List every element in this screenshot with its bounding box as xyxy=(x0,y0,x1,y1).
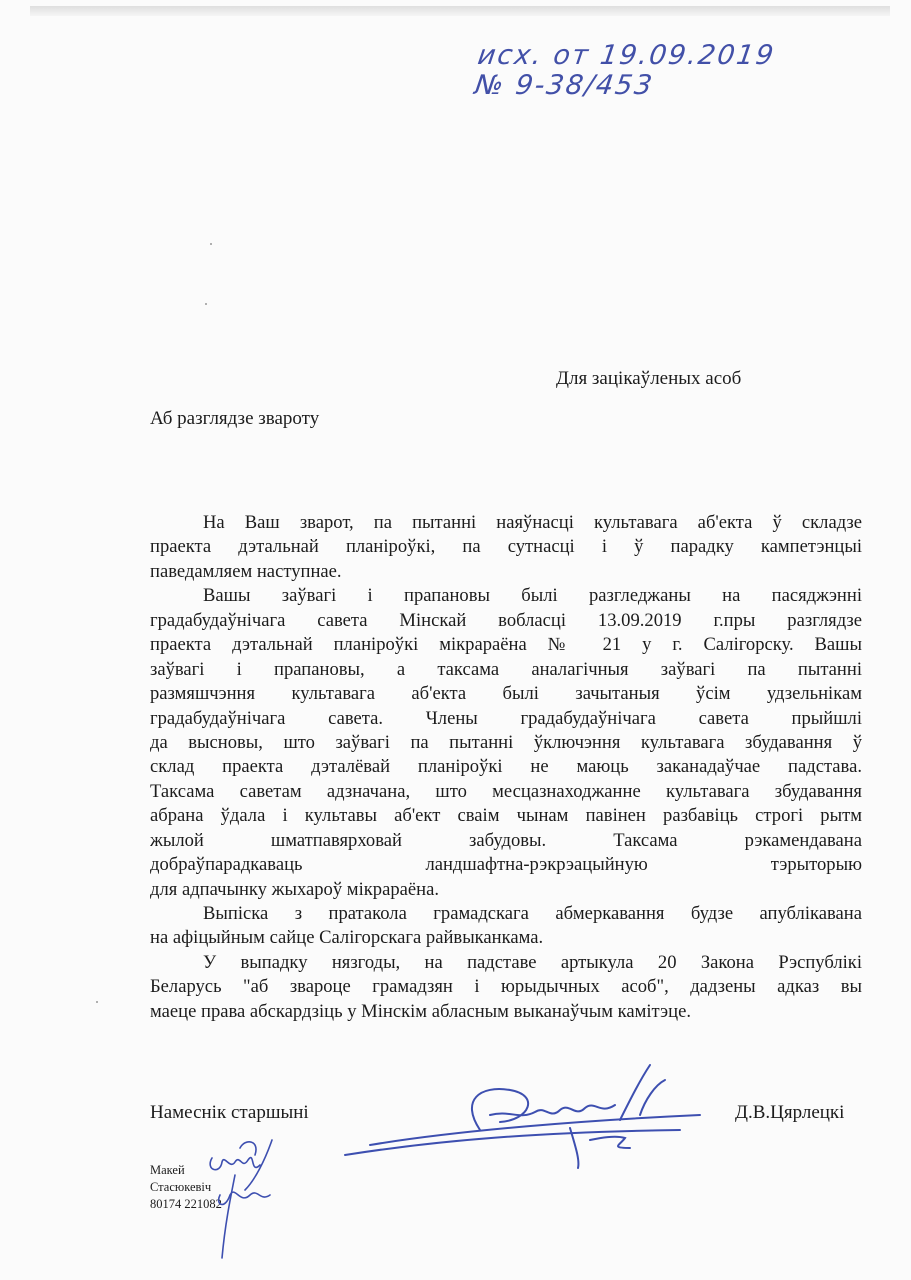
body-line: заўвагі і прапановы, а таксама аналагічныя заўвагі па пытанні xyxy=(150,658,862,680)
addressee: Для зацікаўленых асоб xyxy=(556,368,742,389)
body-line: градабудаўнічага савета. Члены градабудаўнічага савета прыйшлі xyxy=(150,707,862,729)
scan-speck xyxy=(96,1001,98,1003)
body-line: Беларусь "аб звароце грамадзян і юрыдычных асоб", дадзены адказ вы xyxy=(150,976,862,998)
body-line: праекта дэтальнай планіроўкі мікрараёна № 21 у г. Салігорску. Вашы xyxy=(150,634,862,656)
body-line: на афіцыйным сайце Салігорскага райвыканкама. xyxy=(150,927,544,949)
subject-line: Аб разглядзе звароту xyxy=(150,408,320,429)
scan-speck xyxy=(210,243,212,245)
body-line: У выпадку нязгоды, на падставе артыкула 20 Закона Рэспублікі xyxy=(203,951,862,973)
body-line: Таксама саветам адзначана, што месцазнаходжанне культавага збудавання xyxy=(150,780,862,802)
body-line: На Ваш зварот, па пытанні наяўнасці культавага аб'екта ў складзе xyxy=(203,512,862,533)
body-line: да высновы, што заўвагі па пытанні ўключэння культавага збудавання ў xyxy=(150,731,862,753)
body-line: градабудаўнічага савета Мінскай вобласці 13.09.2019 г.пры разглядзе xyxy=(150,609,862,631)
signatory-name: Д.В.Цярлецкі xyxy=(735,1102,845,1123)
body-line: жылой шматпавярховай забудовы. Таксама рэкамендавана xyxy=(150,829,862,851)
scan-edge xyxy=(30,6,890,16)
scan-speck xyxy=(205,303,207,305)
body-line: праекта дэтальнай планіроўкі, па сутнасці і ў парадку кампетэнцыі xyxy=(150,536,862,558)
signatory-position: Намеснік старшыні xyxy=(150,1102,309,1123)
executor-signatures xyxy=(200,1140,290,1265)
main-signature xyxy=(340,1060,720,1170)
executor-1: Макей xyxy=(150,1163,185,1177)
body-line: склад праекта дэталёвай планіроўкі не маюць заканадаўчае падстава. xyxy=(150,756,862,778)
body-line: абрана ўдала і культавы аб'ект сваім чынам павінен разбавіць строгі рытм xyxy=(150,805,862,827)
executor-phone: 80174 221082 xyxy=(150,1197,222,1211)
body-line: маеце права абскардзіць у Мінскім абласным выканаўчым камітэце. xyxy=(150,1000,691,1022)
body-line: добраўпарадкаваць ландшафтна-рэкрэацыйную тэрыторыю xyxy=(150,854,862,876)
handwritten-outgoing-date: исх. от 19.09.2019 xyxy=(475,40,778,71)
body-line: паведамляем наступнае. xyxy=(150,560,342,582)
body-line: размяшчэння культавага аб'екта былі зачытаныя ўсім удзельнікам xyxy=(150,683,862,705)
handwritten-outgoing-number: № 9-38/453 xyxy=(472,70,656,101)
body-line: Выпіска з пратакола грамадскага абмеркавання будзе апублікавана xyxy=(203,903,862,924)
executor-2: Стасюкевіч xyxy=(150,1180,212,1194)
body-line: для адпачынку жыхароў мікрараёна. xyxy=(150,878,439,900)
body-line: Вашы заўвагі і прапановы былі разгледжаны на пасяджэнні xyxy=(203,585,862,607)
letter-body xyxy=(150,511,862,1024)
